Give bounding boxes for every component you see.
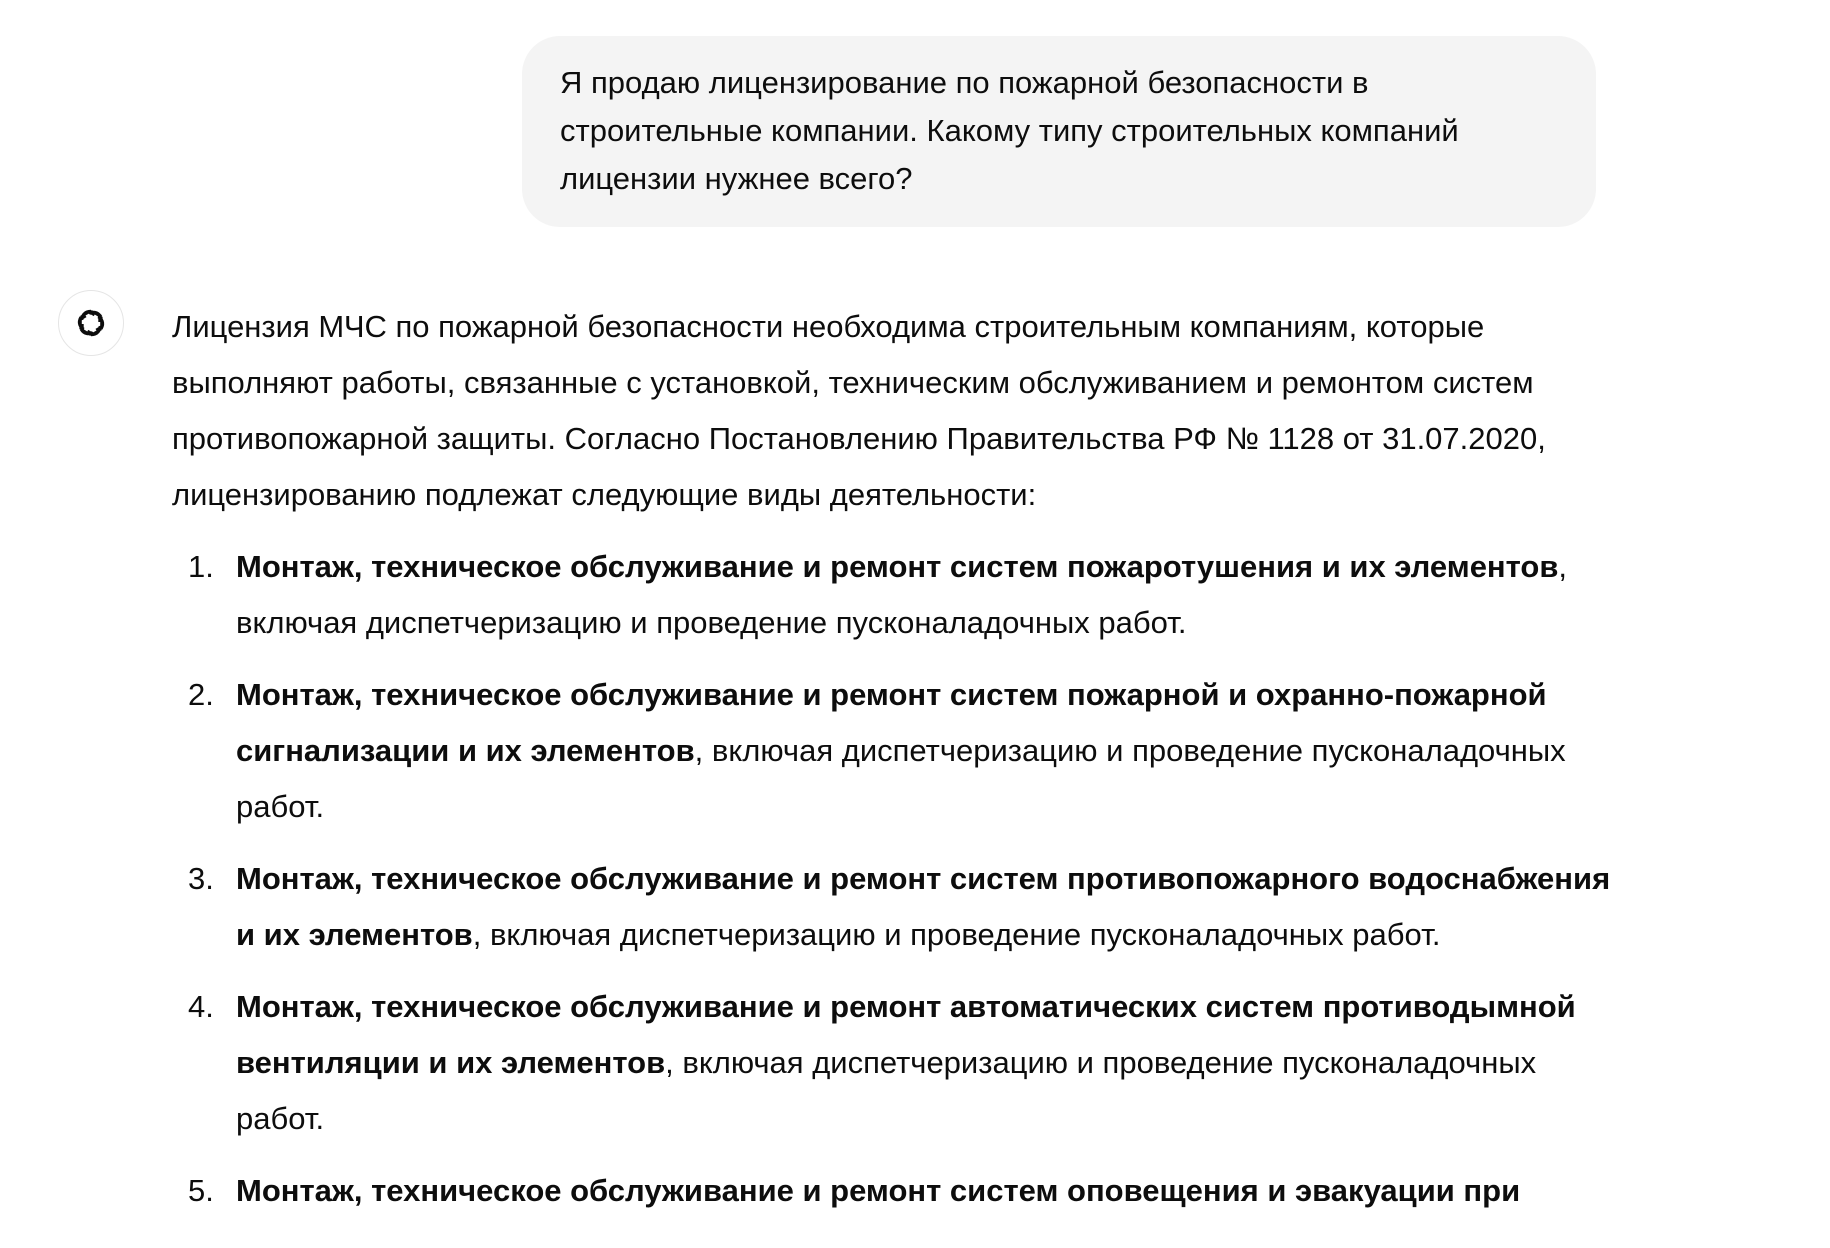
assistant-avatar [58,290,124,356]
list-item-bold-text: Монтаж, техническое обслуживание и ремонт автоматических систем противодымной вентиляции и их элементов [236,989,1576,1080]
list-item-number: 4. [188,989,214,1024]
list-item [172,1163,1612,1219]
assistant-message [172,299,1612,1235]
list-item-number: 1. [188,549,214,584]
list-item-text: , включая диспетчеризацию и проведение пусконаладочных работ. [236,549,1568,640]
assistant-intro-paragraph: Лицензия МЧС по пожарной безопасности необходима строительным компаниям, которые выполняют работы, связанные с установкой, техническим обслуживанием и ремонтом систем противопожарной защиты. Согласно Постановлению Правительства РФ № 1128 от 31.07.2020, лицензированию подлежат следующие виды деятельности: [172,309,1546,512]
list-item-number: 2. [188,677,214,712]
list-item-text: , включая диспетчеризацию и проведение пусконаладочных работ. [236,1045,1537,1136]
list-item-text: , включая диспетчеризацию и проведение пусконаладочных работ. [472,917,1441,952]
list-item-bold-text: Монтаж, техническое обслуживание и ремонт систем противопожарного водоснабжения и их элементов [236,861,1611,952]
user-message-bubble [522,36,1596,227]
list-item-bold-text: Монтаж, техническое обслуживание и ремонт систем пожарной и охранно-пожарной сигнализации и их элементов [236,677,1547,768]
list-item-text: , включая диспетчеризацию и проведение пусконаладочных работ. [236,733,1566,824]
list-item-number: 3. [188,861,214,896]
openai-logo-icon [71,303,111,343]
list-item-bold-text: Монтаж, техническое обслуживание и ремонт систем оповещения и эвакуации при [236,1173,1521,1208]
list-item [172,667,1612,835]
license-activity-list [172,539,1612,1219]
list-item-number: 5. [188,1173,214,1208]
list-item [172,851,1612,963]
list-item [172,539,1612,651]
list-item [172,979,1612,1147]
list-item-bold-text: Монтаж, техническое обслуживание и ремонт систем пожаротушения и их элементов [236,549,1559,584]
user-message-text: Я продаю лицензирование по пожарной безопасности в строительные компании. Какому типу строительных компаний лицензии нужнее всего? [560,65,1459,196]
